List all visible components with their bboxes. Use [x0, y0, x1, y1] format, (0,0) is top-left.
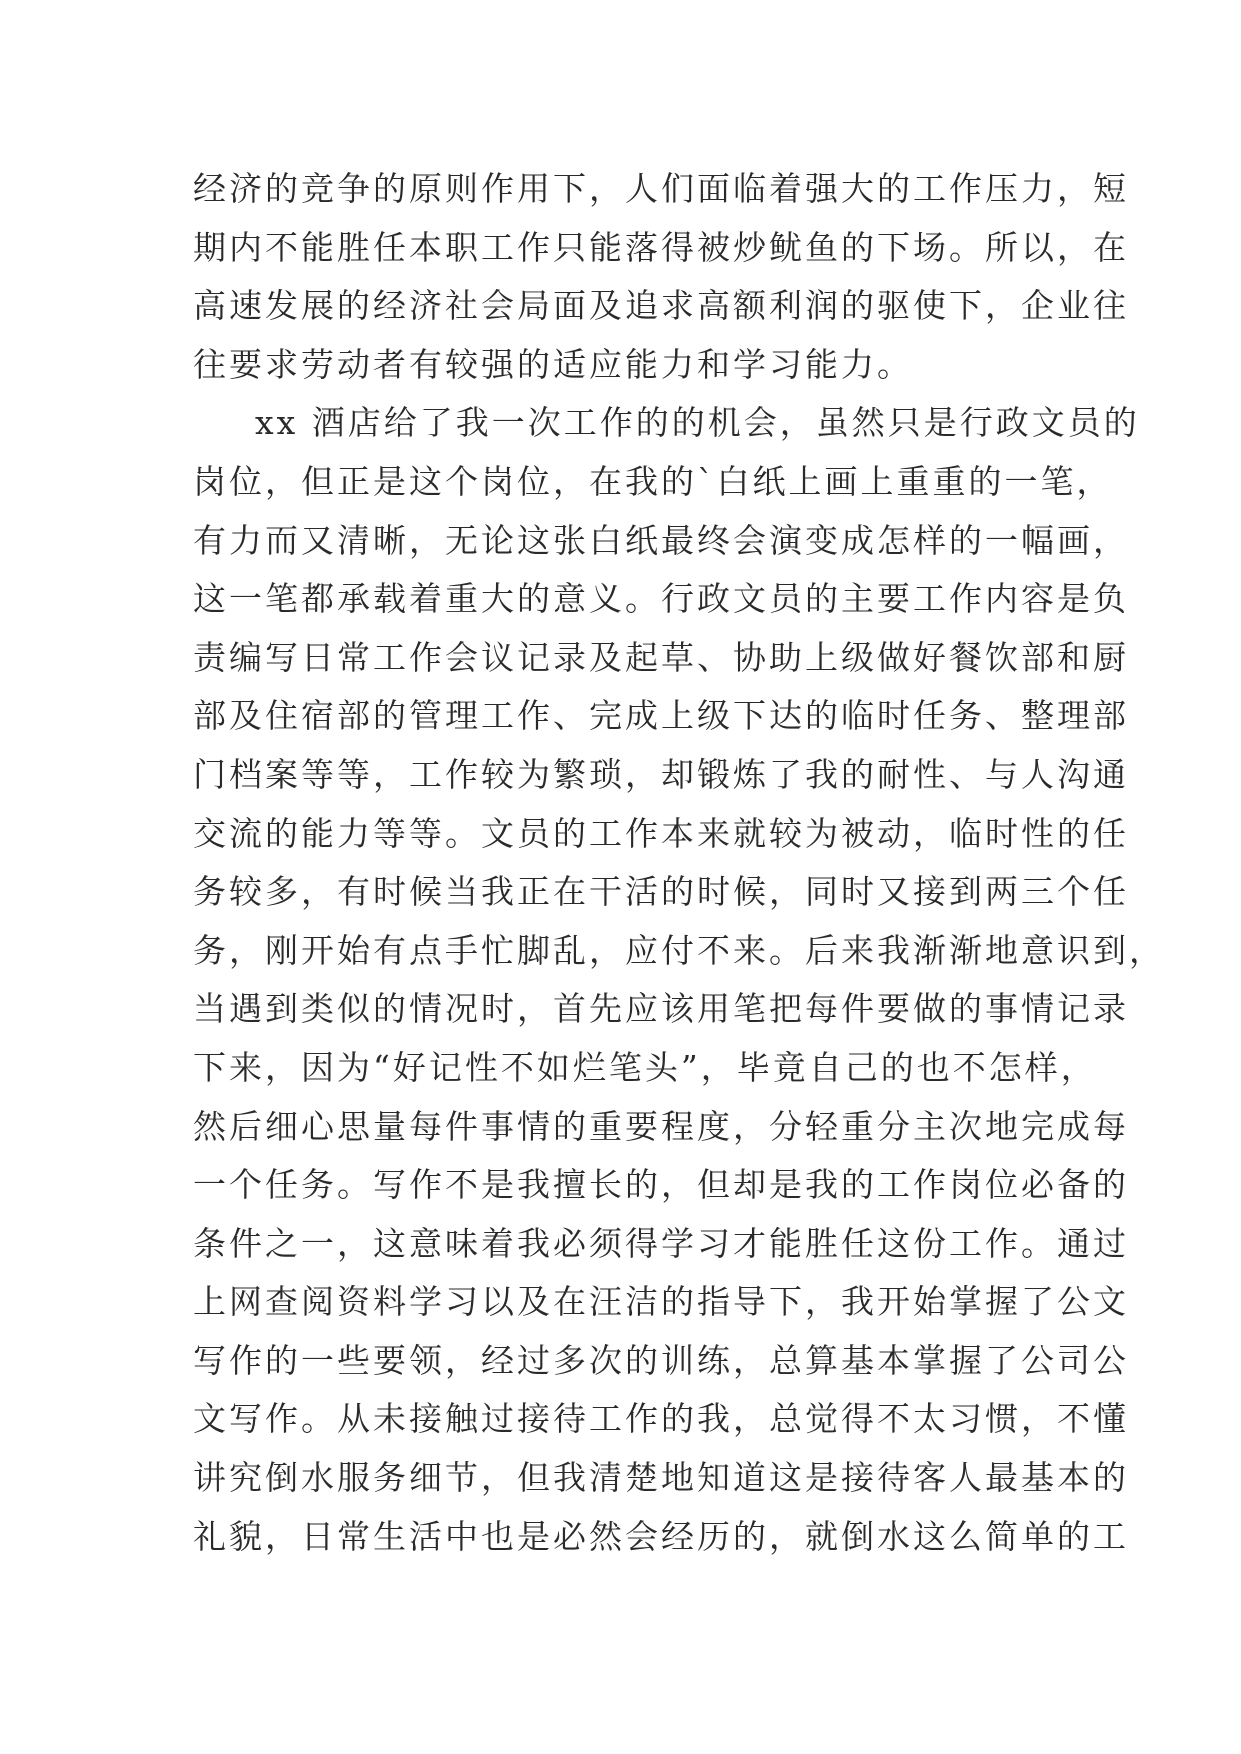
text-line: 一个任务。写作不是我擅长的，但却是我的工作岗位必备的	[193, 1165, 1129, 1205]
text-line: 然后细心思量每件事情的重要程度，分轻重分主次地完成每	[193, 1106, 1129, 1146]
text-line: 礼貌，日常生活中也是必然会经历的，就倒水这么简单的工	[193, 1516, 1129, 1556]
text-line: 部及住宿部的管理工作、完成上级下达的临时任务、整理部	[193, 696, 1129, 736]
text-line: 这一笔都承载着重大的意义。行政文员的主要工作内容是负	[193, 579, 1129, 619]
body-text	[193, 160, 1165, 1566]
text-line: 岗位，但正是这个岗位，在我的`白纸上画上重重的一笔，	[193, 461, 1113, 501]
text-line: 责编写日常工作会议记录及起草、协助上级做好餐饮部和厨	[193, 637, 1129, 677]
text-line: 经济的竞争的原则作用下，人们面临着强大的工作压力，短	[193, 169, 1129, 208]
text-line: 有力而又清晰，无论这张白纸最终会演变成怎样的一幅画，	[193, 520, 1129, 560]
text-line: 高速发展的经济社会局面及追求高额利润的驱使下，企业往	[193, 286, 1129, 326]
text-line: 往要求劳动者有较强的适应能力和学习能力。	[193, 344, 913, 384]
text-line: 交流的能力等等。文员的工作本来就较为被动，临时性的任	[193, 813, 1129, 853]
paragraph-start-line: xx 酒店给了我一次工作的的机会，虽然只是行政文员的	[255, 403, 1140, 443]
text-line: 文写作。从未接触过接待工作的我，总觉得不太习惯，不懂	[193, 1399, 1129, 1439]
text-line: 下来，因为“好记性不如烂笔头”，毕竟自己的也不怎样，	[193, 1047, 1097, 1087]
text-line: 期内不能胜任本职工作只能落得被炒鱿鱼的下场。所以，在	[193, 227, 1129, 267]
text-line: 上网查阅资料学习以及在汪洁的指导下，我开始掌握了公文	[193, 1282, 1129, 1322]
text-line: 讲究倒水服务细节，但我清楚地知道这是接待客人最基本的	[193, 1458, 1129, 1498]
text-line: 当遇到类似的情况时，首先应该用笔把每件要做的事情记录	[193, 989, 1129, 1029]
text-line: 门档案等等，工作较为繁琐，却锻炼了我的耐性、与人沟通	[193, 754, 1129, 794]
text-line: 务较多，有时候当我正在干活的时候，同时又接到两三个任	[193, 872, 1129, 912]
text-line: 务，刚开始有点手忙脚乱，应付不来。后来我渐渐地意识到，	[193, 930, 1165, 970]
text-line: 条件之一，这意味着我必须得学习才能胜任这份工作。通过	[193, 1223, 1129, 1263]
text-line: 写作的一些要领，经过多次的训练，总算基本掌握了公司公	[193, 1340, 1129, 1380]
